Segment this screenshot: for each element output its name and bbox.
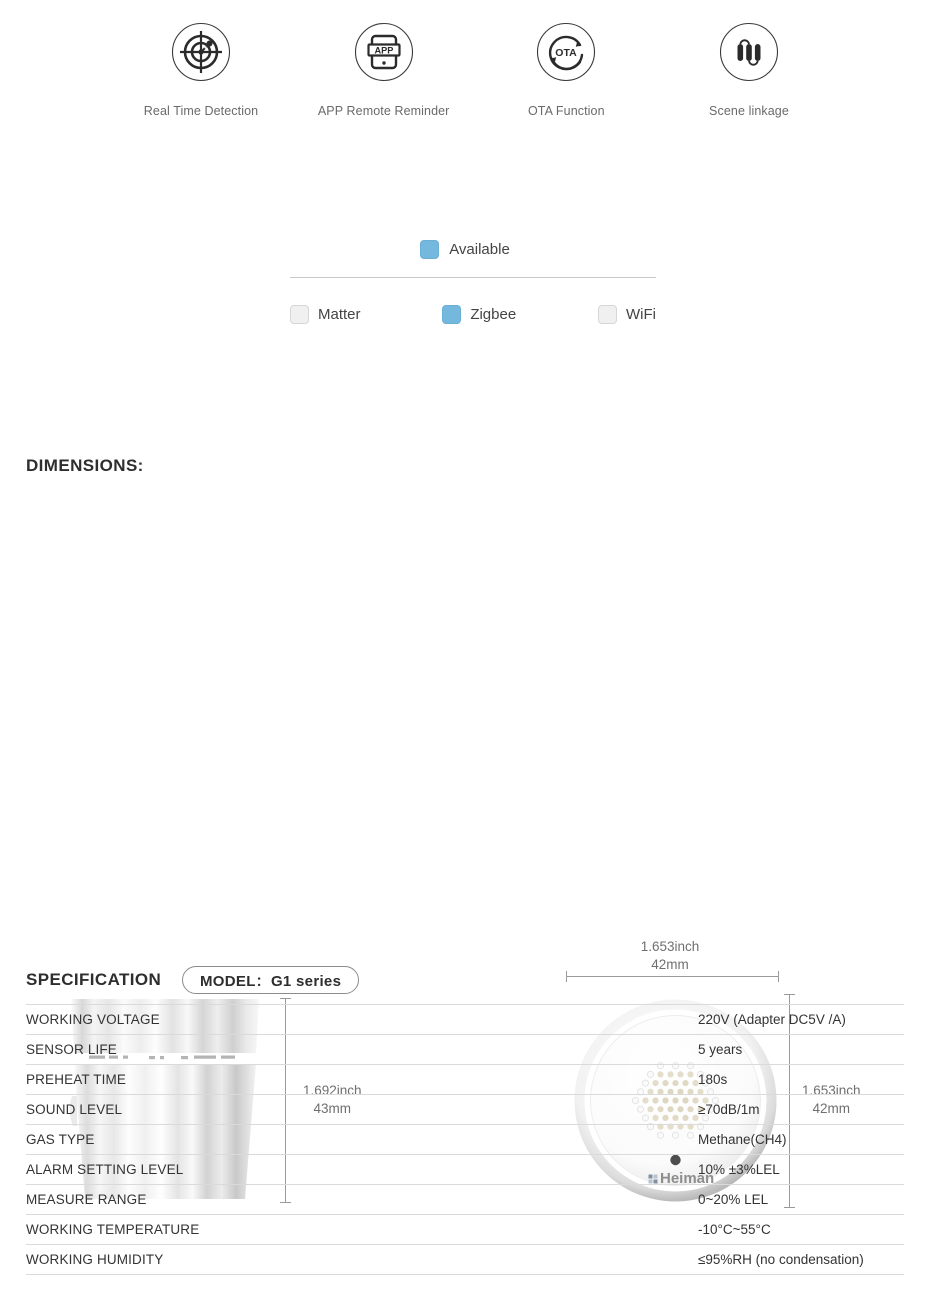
specification-table [26, 1004, 904, 1275]
top-width-cap-right [778, 971, 779, 982]
model-badge: MODEL：G1 series [182, 966, 359, 994]
top-width-dimension-line [566, 976, 778, 977]
spec-name: ALARM SETTING LEVEL [26, 1162, 184, 1177]
protocol-label: Zigbee [470, 306, 517, 323]
legend-divider [290, 277, 656, 278]
table-row [26, 1125, 904, 1155]
table-row [26, 1005, 904, 1035]
spec-value: 220V (Adapter DC5V /A) [698, 1012, 846, 1027]
available-label: Available [449, 241, 510, 258]
protocol-list [290, 305, 656, 324]
real-time-detection-icon [171, 22, 231, 82]
top-height-inch: 1.653inch [802, 1083, 861, 1098]
svg-text:OTA: OTA [555, 47, 578, 60]
spec-name: GAS TYPE [26, 1132, 95, 1147]
spec-name: PREHEAT TIME [26, 1072, 127, 1087]
protocol-matter[interactable] [290, 305, 361, 324]
protocol-label: Matter [318, 306, 361, 323]
top-width-inch: 1.653inch [640, 939, 700, 954]
table-row [26, 1155, 904, 1185]
ota-function-icon [536, 22, 596, 82]
table-row [26, 1245, 904, 1275]
feature-app-remote-reminder [293, 22, 475, 118]
top-height-mm: 42mm [812, 1101, 851, 1116]
zigbee-checkbox[interactable] [442, 305, 461, 324]
table-row [26, 1095, 904, 1125]
spec-name: WORKING HUMIDITY [26, 1252, 164, 1267]
spec-value: 10% ±3%LEL [698, 1162, 780, 1177]
feature-strip [110, 22, 840, 118]
table-row [26, 1215, 904, 1245]
protocol-wifi[interactable] [598, 305, 656, 324]
feature-scene-linkage [658, 22, 840, 118]
side-height-inch: 1.692inch [303, 1083, 362, 1098]
spec-name: WORKING VOLTAGE [26, 1012, 160, 1027]
availability-legend [0, 240, 930, 259]
table-row [26, 1185, 904, 1215]
top-width-label [605, 938, 735, 974]
spec-name: WORKING TEMPERATURE [26, 1222, 200, 1237]
specification-heading: SPECIFICATION [26, 970, 162, 989]
spec-value: 180s [698, 1072, 728, 1087]
dimensions-heading: DIMENSIONS: [26, 456, 144, 475]
feature-label: OTA Function [527, 104, 605, 118]
protocol-label: WiFi [625, 306, 656, 323]
wifi-checkbox[interactable] [598, 305, 617, 324]
spec-name: MEASURE RANGE [26, 1192, 147, 1207]
svg-text:APP: APP [374, 45, 394, 56]
top-height-cap-top [784, 994, 795, 995]
feature-label: Scene linkage [709, 104, 789, 118]
spec-value: 0~20% LEL [698, 1192, 769, 1207]
protocol-zigbee[interactable] [442, 305, 516, 324]
top-width-mm: 42mm [651, 957, 689, 972]
specification-table-body [26, 1005, 904, 1275]
feature-ota-function [475, 22, 657, 118]
matter-checkbox[interactable] [290, 305, 309, 324]
scene-linkage-icon [719, 22, 779, 82]
table-row [26, 1035, 904, 1065]
spec-name: SOUND LEVEL [26, 1102, 123, 1117]
spec-value: ≤95%RH (no condensation) [698, 1252, 864, 1267]
side-height-cap-top [280, 998, 291, 999]
table-row [26, 1065, 904, 1095]
feature-label: APP Remote Reminder [317, 104, 450, 118]
side-height-mm: 43mm [313, 1101, 352, 1116]
spec-name: SENSOR LIFE [26, 1042, 117, 1057]
brand-name: Heiman [660, 1170, 715, 1187]
feature-real-time-detection [110, 22, 292, 118]
spec-value: Methane(CH4) [698, 1132, 787, 1147]
available-swatch [420, 240, 439, 259]
top-width-cap-left [566, 971, 567, 982]
feature-label: Real Time Detection [143, 104, 259, 118]
spec-value: ≥70dB/1m [698, 1102, 760, 1117]
spec-value: 5 years [698, 1042, 743, 1057]
app-remote-reminder-icon [354, 22, 414, 82]
spec-value: -10°C~55°C [698, 1222, 771, 1237]
